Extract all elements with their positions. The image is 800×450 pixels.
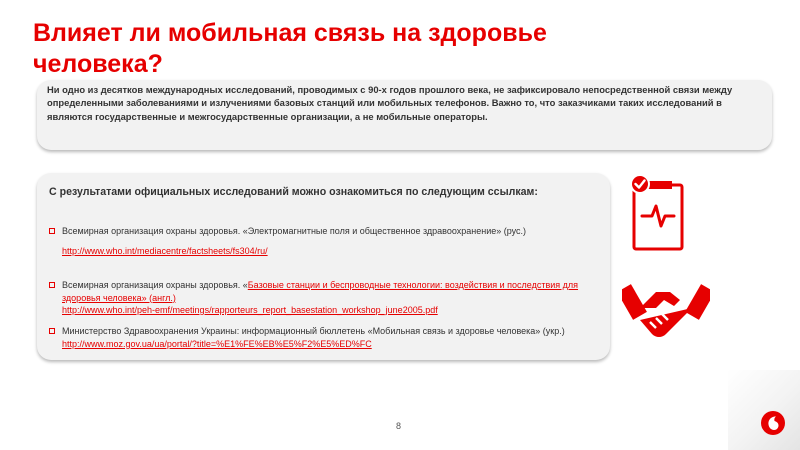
intro-panel <box>37 80 772 150</box>
moz-link[interactable]: http://www.moz.gov.ua/ua/portal/?title=%E1%FE%EB%E5%F2%E5%ED%FC <box>62 338 372 349</box>
links-panel <box>37 173 610 360</box>
page-number: 8 <box>396 421 402 431</box>
item-text: Министерство Здравоохранения Украины: информационный бюллетень «Мобильная связь и здоровье человека» (укр.) <box>62 326 565 336</box>
list-item <box>49 279 604 317</box>
intro-text: Ни одно из десятков международных исследований, проводимых с 90-х годов прошлого века, не зафиксировало непосредственной связи между определенными заболеваниями и излучениями базовых станций или мобильных телефонов. Важно то, что заказчиками таких исследований в являются государственные и межгосударственные организации, а не мобильные операторы. <box>47 84 733 122</box>
who-basestation-link[interactable]: http://www.who.int/peh-emf/meetings/rapporteurs_report_basestation_workshop_june2005.pdf <box>62 305 438 315</box>
bullet-square-icon <box>49 282 55 288</box>
links-heading: С результатами официальных исследований можно ознакомиться по следующим ссылкам: <box>49 186 538 198</box>
list-item <box>49 325 604 350</box>
handshake-icon <box>622 278 710 348</box>
basestation-title-link[interactable]: Базовые станции и беспроводные технологии: воздействия и последствия для здоровья человека» (англ.) <box>62 280 579 303</box>
item-text: Всемирная организация охраны здоровья. «Электромагнитные поля и общественное здравоохранение» (рус.) <box>62 226 527 236</box>
item-text: Всемирная организация охраны здоровья. « <box>62 280 248 290</box>
clipboard-check-icon <box>628 172 690 254</box>
list-item <box>49 225 604 257</box>
bullet-square-icon <box>49 328 55 334</box>
logo-corner <box>728 370 800 450</box>
bullet-square-icon <box>49 228 55 234</box>
who-emf-link[interactable]: http://www.who.int/mediacentre/factsheets/fs304/ru/ <box>62 245 268 256</box>
slide-title: Влияет ли мобильная связь на здоровье человека? <box>33 19 547 78</box>
vodafone-logo-icon <box>760 410 786 436</box>
